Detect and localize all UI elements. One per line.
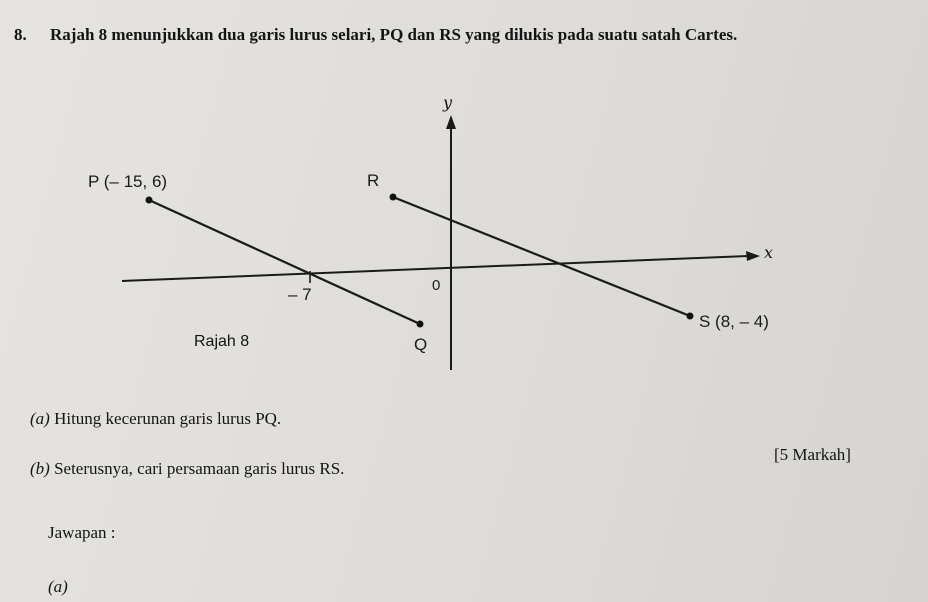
part-a	[30, 410, 281, 427]
part-a-marker: (a)	[30, 409, 50, 428]
point-S	[687, 313, 694, 320]
answer-part-a-marker: (a)	[48, 577, 68, 596]
part-b-text: Seterusnya, cari persamaan garis lurus RS.	[54, 459, 345, 478]
answer-heading: Jawapan :	[48, 523, 116, 542]
point-Q	[417, 321, 424, 328]
point-R-label: R	[367, 171, 380, 190]
part-b-marker: (b)	[30, 459, 50, 478]
diagram-caption: Rajah 8	[194, 333, 250, 350]
point-P-label: P (– 15, 6)	[88, 172, 168, 191]
line-PQ	[149, 200, 420, 324]
x-axis-label: x	[764, 243, 774, 262]
point-Q-label: Q	[414, 335, 428, 354]
point-S-label: S (8, – 4)	[699, 312, 769, 331]
y-axis-label: y	[443, 93, 453, 112]
question-text: Rajah 8 menunjukkan dua garis lurus selari, PQ dan RS yang dilukis pada suatu satah Cartes.	[50, 25, 738, 44]
part-a-text: Hitung kecerunan garis lurus PQ.	[54, 409, 282, 428]
point-R	[390, 194, 397, 201]
point-P	[146, 197, 153, 204]
marks-label: [5 Markah]	[774, 445, 851, 464]
question-number: 8.	[14, 25, 27, 44]
part-b	[30, 460, 344, 477]
x-axis-arrow-icon	[746, 251, 760, 261]
origin-label: 0	[432, 277, 441, 294]
line-RS	[393, 197, 690, 316]
y-axis-arrow-icon	[446, 115, 456, 129]
x-intercept-label: – 7	[288, 285, 312, 304]
